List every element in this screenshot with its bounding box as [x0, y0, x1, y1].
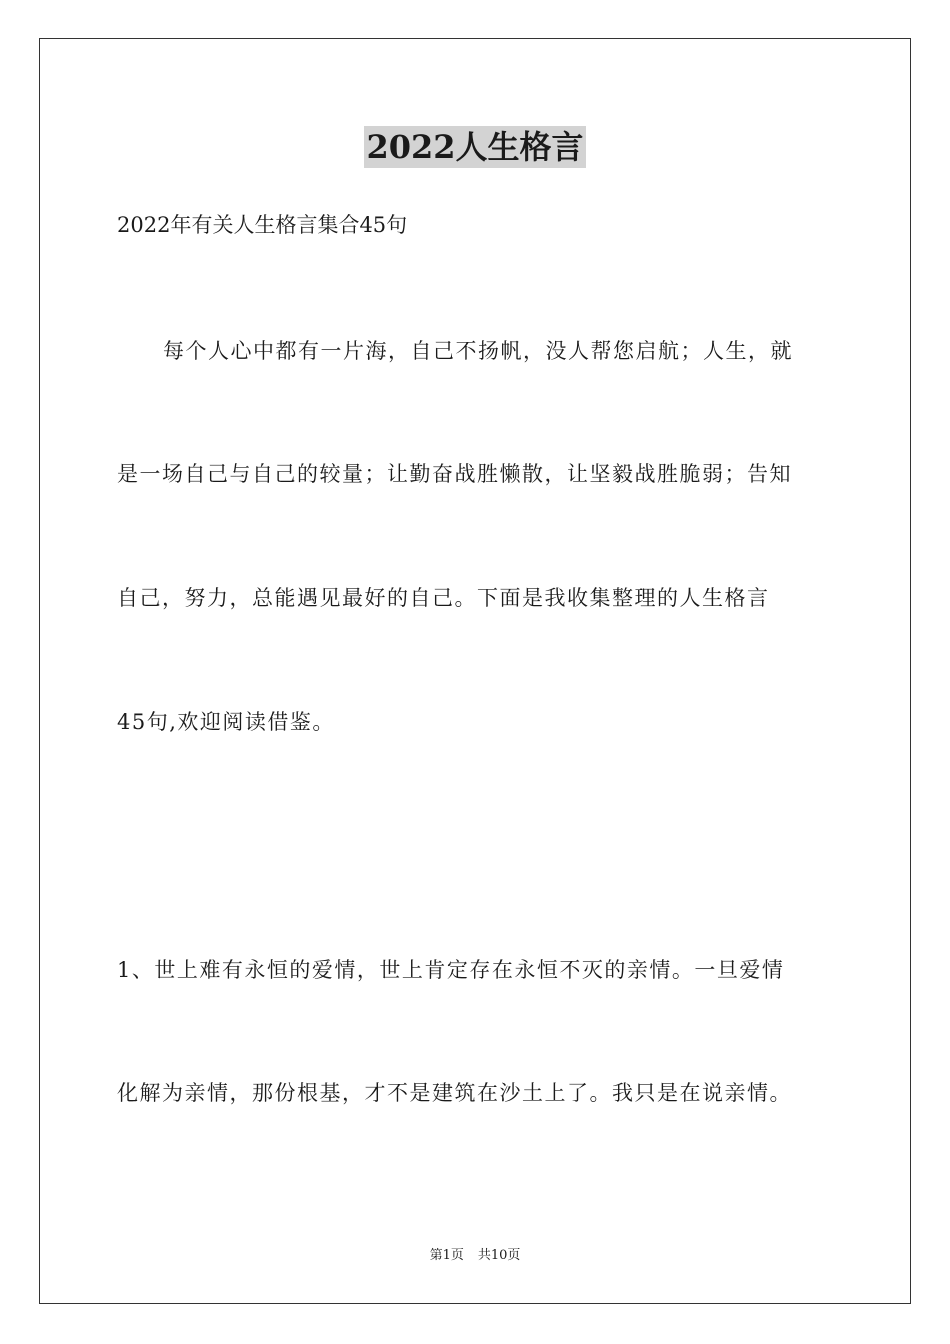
intro-line-1: 每个人心中都有一片海，自己不扬帆，没人帮您启航；人生，就	[163, 339, 793, 363]
document-subtitle: 2022年有关人生格言集合45句	[117, 213, 408, 237]
intro-line-4: 45句,欢迎阅读借鉴。	[117, 710, 335, 734]
page-footer	[0, 1247, 950, 1265]
page-number: 第1页	[429, 1248, 464, 1263]
item-1-line-2: 化解为亲情，那份根基，才不是建筑在沙土上了。我只是在说亲情。	[117, 1081, 792, 1105]
intro-line-3: 自己，努力，总能遇见最好的自己。下面是我收集整理的人生格言	[117, 586, 770, 610]
intro-line-2: 是一场自己与自己的较量；让勤奋战胜懒散，让坚毅战胜脆弱；告知	[117, 462, 792, 486]
title-container	[0, 126, 950, 168]
page-total: 共10页	[477, 1248, 521, 1263]
item-1-line-1: 1、世上难有永恒的爱情，世上肯定存在永恒不灭的亲情。一旦爱情	[117, 958, 785, 982]
document-title: 2022人生格言	[366, 128, 584, 166]
